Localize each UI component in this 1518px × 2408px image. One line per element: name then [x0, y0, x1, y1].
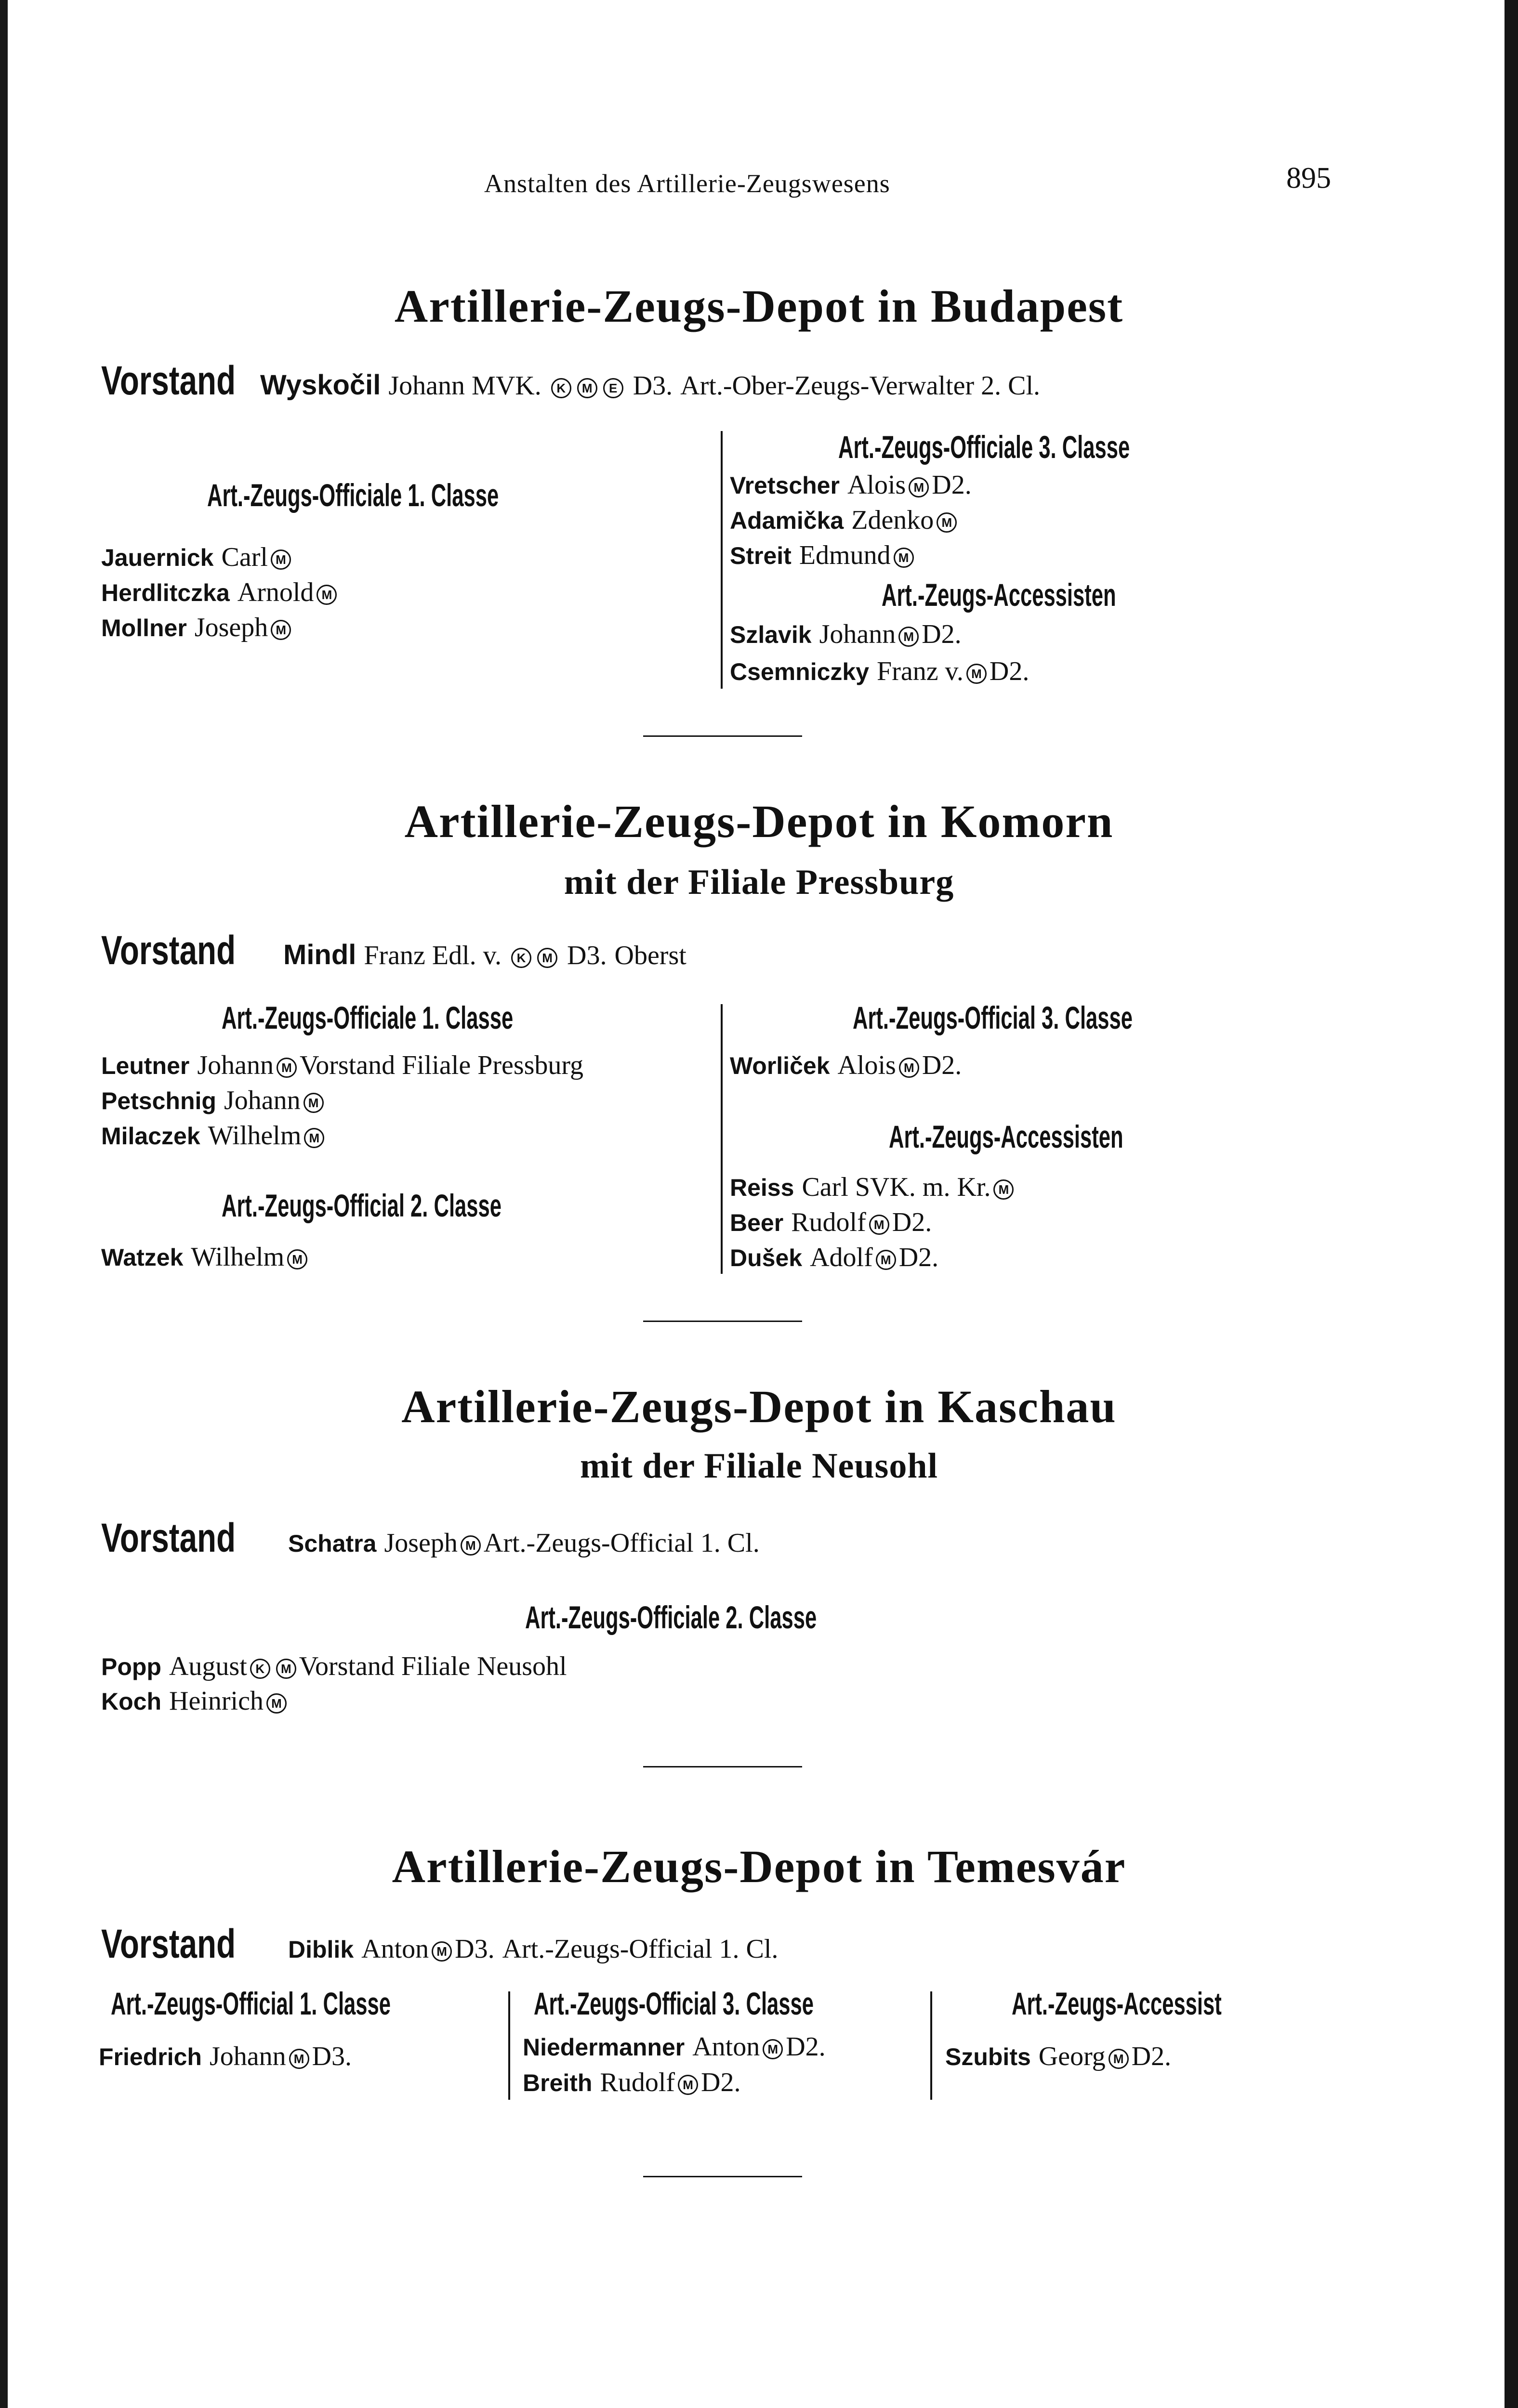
person-row	[101, 1651, 567, 1682]
m-icon: M	[966, 664, 987, 684]
vorstand-rank: Art.-Zeugs-Official 1. Cl.	[483, 1528, 760, 1558]
vorstand-surname: Schatra	[288, 1530, 377, 1557]
person-given: August	[169, 1651, 247, 1681]
section-title-kaschau: Artillerie-Zeugs-Depot in Kaschau	[401, 1381, 1117, 1432]
e-icon: E	[603, 378, 623, 398]
m-icon: M	[317, 585, 337, 605]
person-row	[101, 1686, 290, 1716]
section-divider	[643, 735, 802, 737]
heading-budapest-right-2: Art.-Zeugs-Accessisten	[882, 577, 1116, 613]
person-given: Carl	[221, 542, 268, 572]
section-subtitle-kaschau: mit der Filiale Neusohl	[580, 1446, 938, 1486]
person-given: Adolf	[810, 1243, 873, 1272]
scan-edge-left	[0, 0, 8, 2408]
m-icon: M	[876, 1250, 896, 1270]
k-icon: K	[250, 1659, 270, 1679]
section-subtitle-komorn: mit der Filiale Pressburg	[564, 863, 954, 902]
m-icon: M	[1109, 2049, 1129, 2069]
column-divider	[930, 1991, 932, 2100]
vorstand-label: Vorstand	[101, 1515, 236, 1560]
vorstand-rank: Art.-Ober-Zeugs-Verwalter 2. Cl.	[680, 371, 1041, 401]
person-row	[101, 577, 340, 608]
m-icon: M	[271, 550, 291, 570]
heading-komorn-left-1: Art.-Zeugs-Officiale 1. Classe	[222, 1000, 514, 1035]
k-icon: K	[511, 948, 531, 968]
person-given: Johann	[197, 1050, 274, 1080]
vorstand-surname: Wyskočil	[260, 369, 381, 401]
vorstand-surname: Mindl	[283, 939, 356, 970]
m-icon: M	[899, 1058, 919, 1078]
person-row	[101, 542, 294, 573]
person-surname: Watzek	[101, 1244, 184, 1271]
person-surname: Adamička	[730, 507, 844, 534]
m-icon: M	[461, 1535, 481, 1556]
person-given: Rudolf	[600, 2068, 675, 2097]
vorstand-given: Anton	[361, 1934, 429, 1964]
m-icon: M	[289, 2049, 309, 2069]
person-given: Alois	[847, 470, 906, 500]
section-divider	[643, 1766, 802, 1767]
person-given: Anton	[692, 2032, 760, 2062]
person-given: Rudolf	[791, 1207, 866, 1237]
person-d: D2.	[989, 656, 1030, 686]
section-divider	[643, 2176, 802, 2177]
person-row	[730, 540, 917, 571]
person-surname: Breith	[523, 2069, 593, 2096]
person-given: Joseph	[194, 613, 268, 642]
m-icon: M	[678, 2075, 698, 2095]
vorstand-d: D3.	[567, 941, 607, 970]
m-icon: M	[266, 1693, 287, 1714]
person-surname: Niedermanner	[523, 2034, 685, 2061]
person-surname: Csemniczky	[730, 658, 870, 685]
person-row	[101, 1050, 583, 1081]
heading-komorn-right-1: Art.-Zeugs-Official 3. Classe	[853, 1000, 1133, 1035]
person-surname: Szlavik	[730, 621, 812, 648]
person-row	[730, 656, 1029, 687]
section-title-budapest: Artillerie-Zeugs-Depot in Budapest	[394, 280, 1124, 332]
person-row	[730, 619, 962, 650]
column-divider	[508, 1991, 510, 2100]
m-icon: M	[894, 548, 914, 568]
person-given: Wilhelm	[208, 1121, 302, 1151]
person-surname: Milaczek	[101, 1123, 200, 1150]
person-surname: Mollner	[101, 615, 187, 641]
person-surname: Szubits	[945, 2043, 1031, 2070]
person-row	[101, 612, 294, 643]
person-row	[101, 1120, 327, 1151]
vorstand-line-budapest	[101, 357, 1040, 404]
person-row	[730, 1172, 1016, 1203]
person-d: D2.	[1131, 2042, 1172, 2071]
person-given: Wilhelm	[191, 1242, 285, 1272]
vorstand-label: Vorstand	[101, 358, 236, 403]
heading-temesvar-col1: Art.-Zeugs-Official 1. Classe	[111, 1986, 391, 2021]
vorstand-label: Vorstand	[101, 1921, 236, 1966]
person-given: Franz v.	[877, 656, 964, 686]
person-surname: Leutner	[101, 1052, 190, 1079]
person-d: D2.	[922, 619, 962, 649]
m-icon: M	[537, 948, 557, 968]
vorstand-line-komorn	[101, 927, 686, 974]
person-d: D2.	[922, 1050, 962, 1080]
page-number: 895	[1286, 162, 1331, 195]
m-icon: M	[432, 1941, 452, 1962]
person-surname: Worliček	[730, 1052, 830, 1079]
person-surname: Popp	[101, 1653, 161, 1680]
person-surname: Beer	[730, 1209, 784, 1236]
m-icon: M	[287, 1249, 307, 1269]
heading-komorn-right-2: Art.-Zeugs-Accessisten	[889, 1119, 1123, 1154]
person-row	[730, 1207, 932, 1238]
person-given: Carl SVK. m. Kr.	[802, 1172, 991, 1202]
vorstand-given: Franz Edl. v.	[364, 941, 502, 970]
person-given: Zdenko	[851, 505, 934, 535]
person-row	[730, 505, 960, 536]
m-icon: M	[937, 512, 957, 533]
vorstand-surname: Diblik	[288, 1936, 354, 1963]
person-surname: Streit	[730, 542, 792, 569]
person-row	[730, 470, 972, 500]
person-d: D2.	[932, 470, 972, 500]
section-divider	[643, 1321, 802, 1322]
m-icon: M	[909, 477, 929, 497]
person-given: Johann	[209, 2042, 286, 2071]
m-icon: M	[304, 1128, 324, 1148]
person-surname: Koch	[101, 1688, 161, 1715]
scan-edge-right	[1505, 0, 1518, 2408]
person-surname: Vretscher	[730, 472, 840, 499]
vorstand-d: D3.	[633, 371, 673, 401]
heading-budapest-right-1: Art.-Zeugs-Officiale 3. Classe	[838, 429, 1130, 465]
person-row	[730, 1050, 962, 1081]
running-title: Anstalten des Artillerie-Zeugswesens	[484, 169, 890, 198]
heading-budapest-left: Art.-Zeugs-Officiale 1. Classe	[207, 477, 499, 513]
column-divider	[721, 431, 723, 689]
person-surname: Dušek	[730, 1244, 803, 1271]
person-row	[101, 1242, 310, 1272]
vorstand-line-kaschau	[101, 1515, 760, 1561]
person-given: Johann	[224, 1086, 301, 1115]
person-d: D3.	[312, 2042, 352, 2071]
m-icon: M	[577, 378, 597, 398]
vorstand-given: Johann MVK.	[388, 371, 541, 401]
m-icon: M	[993, 1179, 1014, 1200]
column-divider	[721, 1004, 723, 1274]
heading-komorn-left-2: Art.-Zeugs-Official 2. Classe	[222, 1188, 502, 1223]
person-d: D2.	[898, 1243, 939, 1272]
person-surname: Petschnig	[101, 1087, 216, 1114]
m-icon: M	[898, 627, 919, 647]
person-given: Johann	[819, 619, 896, 649]
person-surname: Herdlitczka	[101, 579, 230, 606]
heading-temesvar-col2: Art.-Zeugs-Official 3. Classe	[534, 1986, 814, 2021]
m-icon: M	[277, 1058, 297, 1078]
person-row	[945, 2041, 1171, 2072]
section-title-temesvar: Artillerie-Zeugs-Depot in Temesvár	[392, 1841, 1126, 1892]
person-given: Georg	[1038, 2042, 1106, 2071]
k-icon: K	[551, 378, 571, 398]
person-row	[523, 2031, 826, 2062]
vorstand-rank: Oberst	[614, 941, 686, 970]
person-given: Arnold	[237, 577, 314, 607]
m-icon: M	[869, 1215, 889, 1235]
person-surname: Reiss	[730, 1174, 794, 1201]
person-surname: Friedrich	[99, 2043, 202, 2070]
person-d: D2.	[786, 2032, 826, 2062]
person-surname: Jauernick	[101, 544, 214, 571]
section-title-komorn: Artillerie-Zeugs-Depot in Komorn	[404, 796, 1114, 847]
m-icon: M	[276, 1659, 296, 1679]
person-given: Edmund	[799, 540, 891, 570]
person-given: Heinrich	[169, 1686, 264, 1716]
m-icon: M	[763, 2039, 783, 2059]
person-d: D2.	[892, 1207, 932, 1237]
person-given: Alois	[837, 1050, 896, 1080]
m-icon: M	[271, 620, 291, 640]
person-row	[730, 1242, 938, 1273]
heading-temesvar-col3: Art.-Zeugs-Accessist	[1012, 1986, 1222, 2021]
person-row	[99, 2041, 352, 2072]
person-note: Vorstand Filiale Neusohl	[299, 1651, 567, 1681]
person-note: Vorstand Filiale Pressburg	[300, 1050, 584, 1080]
vorstand-rank: Art.-Zeugs-Official 1. Cl.	[502, 1934, 779, 1964]
person-d: D2.	[701, 2068, 741, 2097]
person-row	[523, 2067, 740, 2098]
vorstand-line-temesvar	[101, 1921, 778, 1967]
heading-kaschau: Art.-Zeugs-Officiale 2. Classe	[525, 1599, 817, 1635]
m-icon: M	[304, 1093, 324, 1113]
vorstand-given: Joseph	[384, 1528, 458, 1558]
vorstand-label: Vorstand	[101, 928, 236, 973]
person-row	[101, 1085, 327, 1116]
vorstand-d: D3.	[455, 1934, 495, 1964]
